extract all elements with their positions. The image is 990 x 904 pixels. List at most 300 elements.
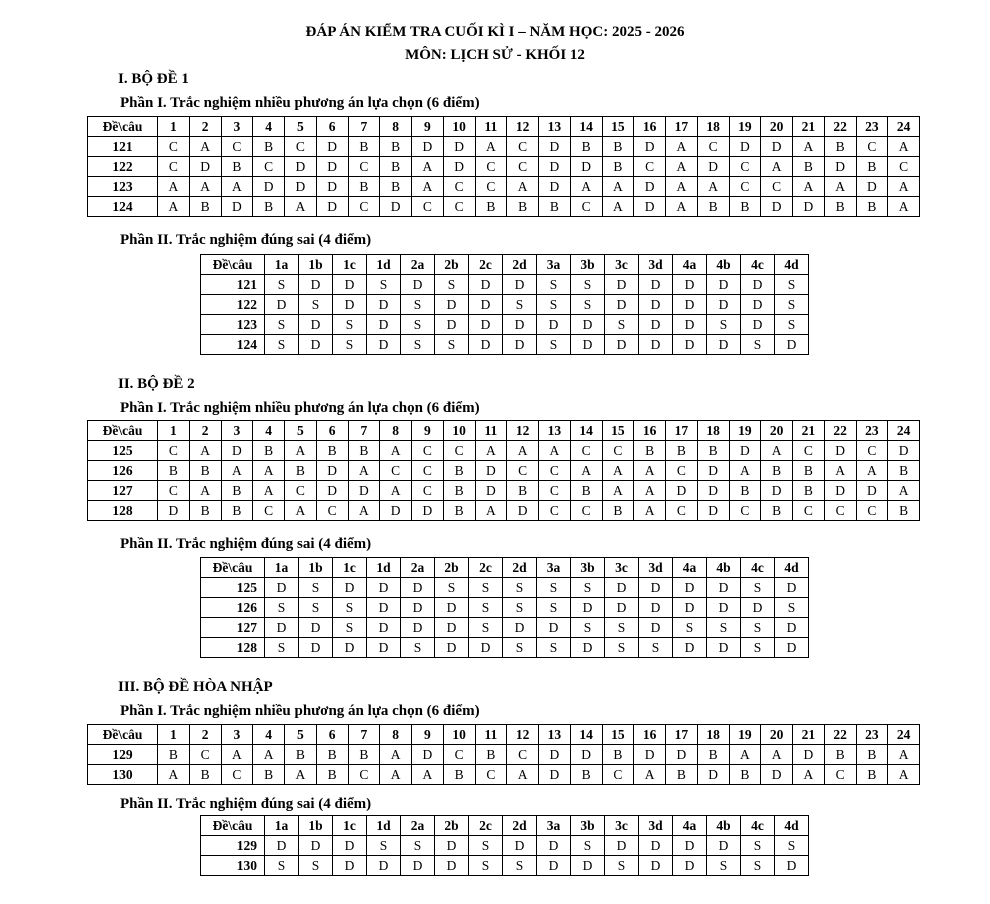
answer-cell: C [697, 137, 729, 157]
column-header: 14 [570, 725, 602, 745]
answer-cell: D [571, 856, 605, 876]
answer-cell: B [221, 157, 253, 177]
answer-cell: D [639, 836, 673, 856]
answer-cell: A [380, 765, 412, 785]
answer-cell: D [856, 481, 888, 501]
column-header: 2d [503, 255, 537, 275]
answer-cell: B [570, 765, 602, 785]
answer-cell: D [443, 137, 475, 157]
answer-cell: A [634, 501, 666, 521]
answer-cell: B [856, 765, 888, 785]
answer-cell: S [299, 598, 333, 618]
column-header: 9 [412, 725, 444, 745]
answer-cell: S [605, 618, 639, 638]
exam-code-cell: 122 [201, 295, 265, 315]
table-row [201, 295, 809, 315]
answer-cell: S [469, 618, 503, 638]
exam-code-cell: 124 [88, 197, 158, 217]
section-heading: II. BỘ ĐỀ 2 [118, 376, 195, 392]
answer-cell: C [570, 197, 602, 217]
answer-cell: B [443, 481, 475, 501]
exam-code-cell: 128 [201, 638, 265, 658]
answer-cell: S [265, 315, 299, 335]
tf-answer-table [200, 557, 809, 658]
answer-cell: B [697, 197, 729, 217]
answer-cell: A [507, 441, 539, 461]
column-header: 8 [380, 117, 412, 137]
answer-cell: A [793, 177, 825, 197]
column-header: 20 [761, 725, 793, 745]
column-header: 1a [265, 255, 299, 275]
answer-cell: D [435, 598, 469, 618]
exam-code-cell: 122 [88, 157, 158, 177]
header-row [88, 421, 920, 441]
column-header: 20 [761, 117, 793, 137]
answer-cell: D [666, 481, 698, 501]
answer-cell: A [570, 461, 602, 481]
column-header: 24 [888, 421, 920, 441]
column-header: 1b [299, 558, 333, 578]
answer-cell: C [761, 177, 793, 197]
answer-cell: S [367, 836, 401, 856]
answer-cell: S [333, 335, 367, 355]
column-header: 22 [824, 421, 856, 441]
answer-cell: C [412, 441, 444, 461]
answer-cell: D [380, 501, 412, 521]
answer-cell: C [602, 441, 634, 461]
answer-cell: C [666, 501, 698, 521]
answer-cell: D [316, 461, 348, 481]
answer-cell: D [793, 745, 825, 765]
answer-cell: A [761, 745, 793, 765]
answer-cell: S [333, 315, 367, 335]
answer-cell: A [888, 765, 920, 785]
answer-cell: B [602, 745, 634, 765]
answer-cell: S [537, 335, 571, 355]
answer-cell: A [666, 157, 698, 177]
answer-cell: B [253, 765, 285, 785]
answer-cell: S [503, 856, 537, 876]
answer-cell: A [507, 765, 539, 785]
answer-cell: B [729, 765, 761, 785]
answer-cell: S [741, 335, 775, 355]
answer-cell: S [571, 836, 605, 856]
answer-cell: C [507, 157, 539, 177]
answer-cell: A [666, 137, 698, 157]
answer-cell: D [639, 335, 673, 355]
answer-cell: A [348, 461, 380, 481]
answer-cell: D [537, 856, 571, 876]
answer-cell: A [412, 765, 444, 785]
answer-cell: D [537, 836, 571, 856]
answer-cell: B [253, 197, 285, 217]
answer-cell: D [775, 638, 809, 658]
section-heading: III. BỘ ĐỀ HÒA NHẬP [118, 679, 273, 695]
header-row [88, 117, 920, 137]
answer-cell: D [605, 578, 639, 598]
answer-cell: D [856, 177, 888, 197]
column-header: 3a [537, 816, 571, 836]
answer-cell: D [316, 157, 348, 177]
column-header: 9 [412, 421, 444, 441]
column-header: 4a [673, 816, 707, 836]
answer-cell: S [401, 295, 435, 315]
answer-cell: D [367, 335, 401, 355]
column-header: 4 [253, 725, 285, 745]
answer-cell: C [348, 765, 380, 785]
column-header: 1d [367, 816, 401, 836]
answer-cell: D [673, 295, 707, 315]
answer-cell: D [401, 856, 435, 876]
answer-cell: A [380, 441, 412, 461]
answer-cell: A [348, 501, 380, 521]
answer-cell: A [158, 765, 190, 785]
answer-cell: A [189, 137, 221, 157]
answer-cell: C [666, 461, 698, 481]
column-header: 16 [634, 421, 666, 441]
answer-cell: C [412, 197, 444, 217]
answer-cell: S [741, 638, 775, 658]
answer-cell: S [707, 315, 741, 335]
part1-heading: Phần I. Trắc nghiệm nhiều phương án lựa chọn (6 điểm) [120, 703, 480, 719]
column-header: 15 [602, 725, 634, 745]
answer-cell: A [253, 461, 285, 481]
answer-cell: A [888, 197, 920, 217]
answer-cell: D [539, 177, 571, 197]
column-header: 1c [333, 816, 367, 836]
answer-cell: D [639, 578, 673, 598]
table-row [88, 177, 920, 197]
column-header: 7 [348, 725, 380, 745]
answer-cell: C [443, 177, 475, 197]
tf-answer-table [200, 254, 809, 355]
answer-cell: D [634, 177, 666, 197]
answer-cell: D [435, 856, 469, 876]
answer-cell: C [316, 501, 348, 521]
table-row [88, 441, 920, 461]
answer-cell: C [285, 137, 317, 157]
answer-cell: C [634, 157, 666, 177]
answer-cell: D [443, 157, 475, 177]
answer-cell: D [435, 836, 469, 856]
answer-cell: C [856, 501, 888, 521]
answer-cell: S [537, 598, 571, 618]
answer-cell: S [401, 836, 435, 856]
part1-heading: Phần I. Trắc nghiệm nhiều phương án lựa chọn (6 điểm) [120, 95, 480, 111]
answer-cell: D [639, 275, 673, 295]
column-header: 1 [158, 725, 190, 745]
column-header: 4a [673, 558, 707, 578]
table-row [201, 275, 809, 295]
answer-cell: A [793, 137, 825, 157]
answer-cell: D [673, 275, 707, 295]
section-heading: I. BỘ ĐỀ 1 [118, 71, 189, 87]
column-header: 1d [367, 558, 401, 578]
answer-cell: D [571, 598, 605, 618]
table-row [88, 461, 920, 481]
answer-cell: A [221, 177, 253, 197]
answer-cell: D [775, 335, 809, 355]
answer-cell: D [775, 856, 809, 876]
answer-cell: D [435, 618, 469, 638]
answer-cell: B [761, 501, 793, 521]
answer-cell: D [741, 275, 775, 295]
exam-code-cell: 121 [201, 275, 265, 295]
answer-cell: D [741, 598, 775, 618]
answer-cell: D [707, 295, 741, 315]
answer-cell: C [380, 461, 412, 481]
column-header: 17 [666, 725, 698, 745]
answer-cell: A [285, 197, 317, 217]
column-header: 18 [697, 421, 729, 441]
answer-cell: D [697, 157, 729, 177]
exam-code-cell: 130 [201, 856, 265, 876]
answer-cell: A [634, 461, 666, 481]
answer-cell: C [221, 137, 253, 157]
answer-cell: D [673, 638, 707, 658]
mc-answer-table [87, 724, 920, 785]
column-header: 1c [333, 558, 367, 578]
answer-cell: D [221, 441, 253, 461]
answer-cell: D [729, 137, 761, 157]
answer-cell: S [775, 598, 809, 618]
column-header: 10 [443, 421, 475, 441]
table-row [201, 856, 809, 876]
column-header: 10 [443, 725, 475, 745]
answer-cell: D [333, 638, 367, 658]
answer-cell: S [265, 856, 299, 876]
answer-cell: A [412, 157, 444, 177]
answer-cell: C [348, 157, 380, 177]
answer-cell: D [707, 836, 741, 856]
answer-cell: A [253, 745, 285, 765]
answer-cell: S [571, 578, 605, 598]
answer-cell: S [299, 856, 333, 876]
exam-code-cell: 124 [201, 335, 265, 355]
answer-cell: B [253, 441, 285, 461]
answer-cell: B [666, 441, 698, 461]
answer-cell: B [570, 481, 602, 501]
page-title: ĐÁP ÁN KIỂM TRA CUỐI KÌ I – NĂM HỌC: 2025 - 2026 [305, 24, 685, 40]
answer-cell: B [316, 441, 348, 461]
column-header: 2b [435, 558, 469, 578]
answer-cell: A [602, 481, 634, 501]
answer-cell: D [469, 295, 503, 315]
answer-cell: D [333, 856, 367, 876]
column-header: 5 [285, 117, 317, 137]
column-header: 2a [401, 816, 435, 836]
column-header: 13 [539, 725, 571, 745]
answer-cell: B [221, 501, 253, 521]
answer-cell: D [367, 598, 401, 618]
column-header: 11 [475, 725, 507, 745]
answer-cell: S [503, 295, 537, 315]
answer-cell: C [539, 461, 571, 481]
answer-cell: D [265, 836, 299, 856]
answer-cell: C [729, 501, 761, 521]
answer-cell: C [793, 441, 825, 461]
column-header: 4a [673, 255, 707, 275]
exam-code-cell: 125 [201, 578, 265, 598]
answer-cell: A [380, 481, 412, 501]
answer-cell: D [401, 598, 435, 618]
table-row [88, 157, 920, 177]
answer-cell: C [570, 501, 602, 521]
exam-code-cell: 130 [88, 765, 158, 785]
answer-cell: D [469, 638, 503, 658]
answer-cell: D [367, 315, 401, 335]
column-header: 15 [602, 421, 634, 441]
answer-cell: B [348, 177, 380, 197]
part2-heading: Phần II. Trắc nghiệm đúng sai (4 điểm) [120, 536, 372, 552]
column-header: 3 [221, 725, 253, 745]
exam-code-cell: 128 [88, 501, 158, 521]
answer-cell: D [707, 335, 741, 355]
answer-cell: B [507, 481, 539, 501]
answer-cell: D [469, 275, 503, 295]
column-header: 4b [707, 558, 741, 578]
answer-cell: S [503, 578, 537, 598]
column-header: 8 [380, 421, 412, 441]
column-header: 3a [537, 255, 571, 275]
column-header: 1a [265, 816, 299, 836]
answer-cell: S [367, 275, 401, 295]
answer-cell: D [673, 836, 707, 856]
answer-cell: S [469, 856, 503, 876]
answer-cell: D [316, 137, 348, 157]
answer-cell: S [299, 578, 333, 598]
answer-cell: A [570, 177, 602, 197]
answer-cell: D [639, 856, 673, 876]
exam-code-cell: 126 [88, 461, 158, 481]
answer-cell: S [265, 598, 299, 618]
answer-cell: D [824, 481, 856, 501]
answer-cell: S [673, 618, 707, 638]
answer-cell: D [333, 295, 367, 315]
exam-code-cell: 126 [201, 598, 265, 618]
column-header: 23 [856, 725, 888, 745]
answer-cell: S [775, 295, 809, 315]
answer-cell: D [503, 836, 537, 856]
answer-cell: D [367, 618, 401, 638]
answer-cell: A [602, 177, 634, 197]
column-header: 4c [741, 816, 775, 836]
column-header: 3d [639, 558, 673, 578]
answer-cell: A [475, 501, 507, 521]
column-header: 19 [729, 725, 761, 745]
answer-cell: S [775, 315, 809, 335]
answer-cell: B [158, 745, 190, 765]
answer-cell: S [537, 578, 571, 598]
answer-cell: C [158, 441, 190, 461]
answer-cell: D [539, 137, 571, 157]
answer-cell: B [793, 157, 825, 177]
answer-cell: D [221, 197, 253, 217]
answer-cell: D [697, 461, 729, 481]
column-header: 23 [856, 117, 888, 137]
answer-cell: D [605, 836, 639, 856]
answer-cell: A [285, 441, 317, 461]
answer-cell: B [285, 745, 317, 765]
answer-cell: B [189, 765, 221, 785]
column-header: 2d [503, 558, 537, 578]
part2-heading: Phần II. Trắc nghiệm đúng sai (4 điểm) [120, 232, 372, 248]
answer-cell: D [333, 578, 367, 598]
answer-cell: B [697, 441, 729, 461]
answer-cell: A [189, 177, 221, 197]
answer-cell: B [316, 765, 348, 785]
answer-cell: B [888, 461, 920, 481]
answer-cell: B [475, 745, 507, 765]
table-row [88, 137, 920, 157]
answer-cell: D [761, 137, 793, 157]
column-header: 14 [570, 117, 602, 137]
answer-cell: D [367, 638, 401, 658]
answer-cell: B [729, 481, 761, 501]
mc-answer-table [87, 420, 920, 521]
answer-cell: B [824, 197, 856, 217]
column-header: 4b [707, 255, 741, 275]
answer-cell: D [639, 295, 673, 315]
answer-cell: A [697, 177, 729, 197]
answer-cell: B [824, 745, 856, 765]
answer-cell: A [761, 441, 793, 461]
answer-cell: C [158, 481, 190, 501]
answer-cell: D [707, 598, 741, 618]
answer-cell: A [856, 461, 888, 481]
header-row [201, 816, 809, 836]
column-header: 1b [299, 255, 333, 275]
answer-cell: A [666, 197, 698, 217]
column-header: 3c [605, 255, 639, 275]
answer-cell: C [443, 197, 475, 217]
answer-cell: D [673, 598, 707, 618]
answer-cell: D [761, 481, 793, 501]
answer-cell: D [571, 315, 605, 335]
answer-cell: S [571, 275, 605, 295]
answer-cell: D [571, 335, 605, 355]
mc-answer-table [87, 116, 920, 217]
column-header: Đề\câu [88, 421, 158, 441]
answer-cell: D [435, 295, 469, 315]
answer-cell: D [570, 745, 602, 765]
column-header: 3d [639, 816, 673, 836]
column-header: 2d [503, 816, 537, 836]
answer-cell: D [775, 618, 809, 638]
answer-cell: B [380, 157, 412, 177]
part2-heading: Phần II. Trắc nghiệm đúng sai (4 điểm) [120, 796, 372, 812]
answer-cell: D [401, 275, 435, 295]
exam-code-cell: 127 [201, 618, 265, 638]
column-header: 12 [507, 421, 539, 441]
column-header: 2a [401, 558, 435, 578]
answer-cell: D [824, 441, 856, 461]
answer-cell: D [539, 157, 571, 177]
table-row [88, 765, 920, 785]
answer-cell: D [707, 275, 741, 295]
answer-cell: D [666, 745, 698, 765]
answer-cell: S [775, 275, 809, 295]
answer-cell: D [158, 501, 190, 521]
column-header: 24 [888, 725, 920, 745]
answer-cell: D [605, 598, 639, 618]
answer-cell: B [253, 137, 285, 157]
answer-cell: B [539, 197, 571, 217]
column-header: 2c [469, 255, 503, 275]
answer-cell: C [158, 137, 190, 157]
answer-cell: D [253, 177, 285, 197]
answer-cell: C [189, 745, 221, 765]
